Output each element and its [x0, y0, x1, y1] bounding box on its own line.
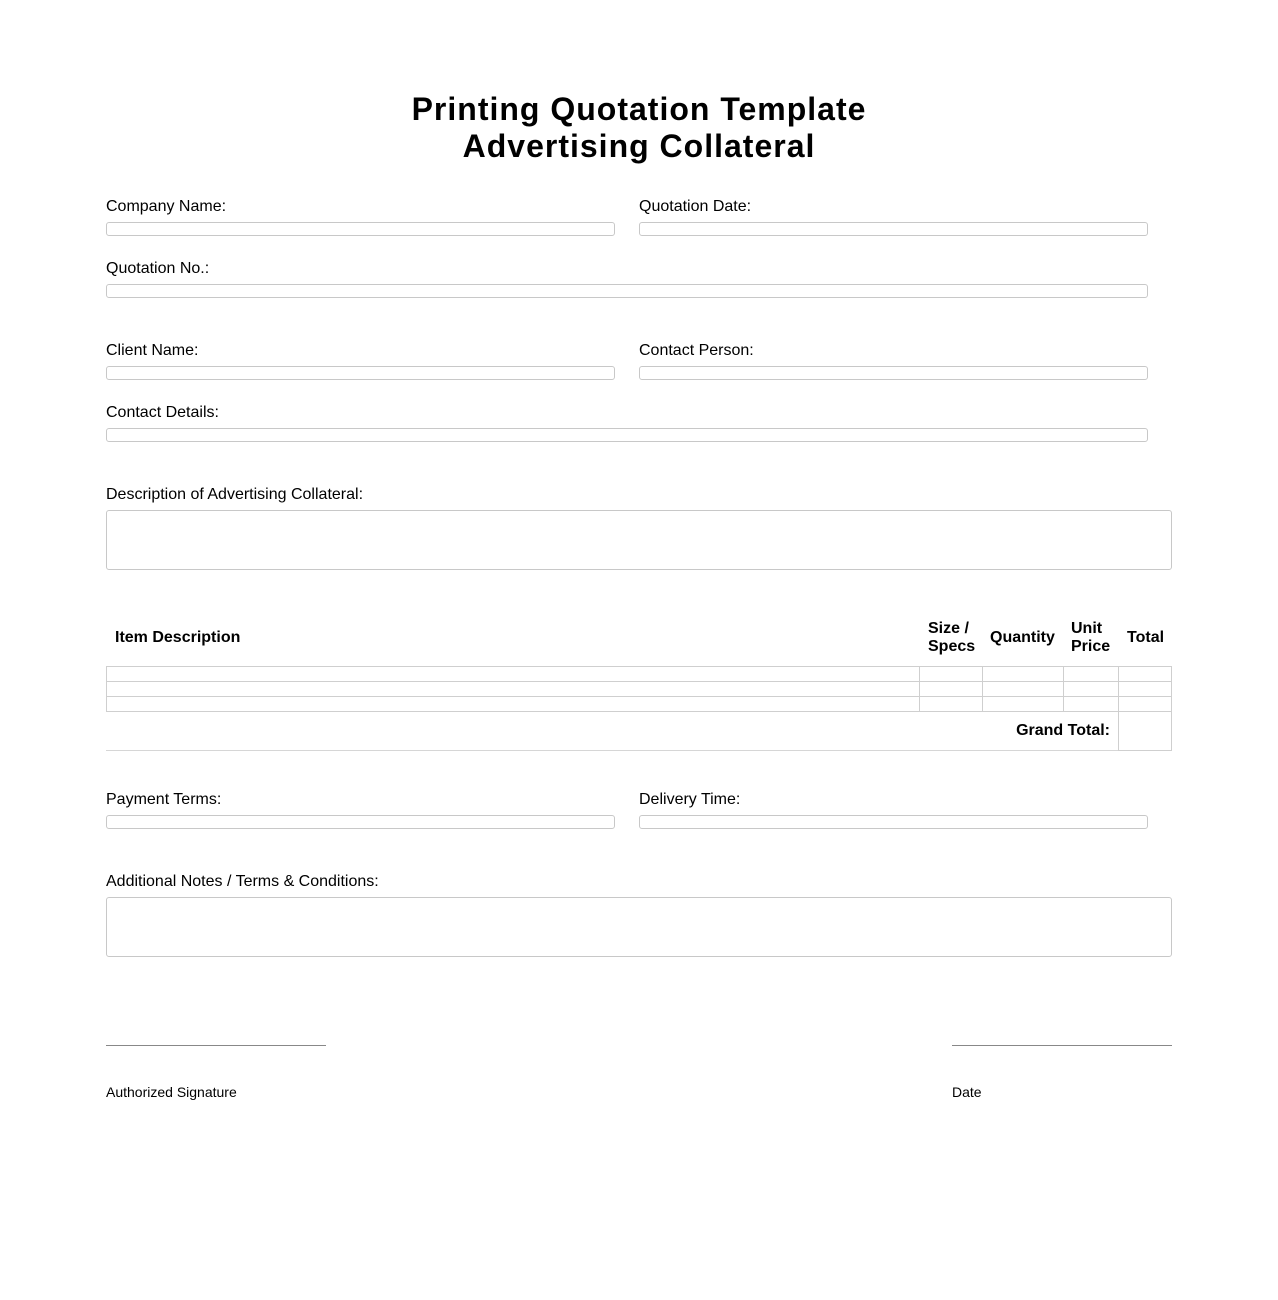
cell-item-description[interactable]	[106, 696, 920, 712]
cell-size-specs[interactable]	[919, 696, 983, 712]
contact-details-input[interactable]	[106, 428, 1148, 442]
quotation-no-input[interactable]	[106, 284, 1148, 298]
notes-label: Additional Notes / Terms & Conditions:	[106, 873, 379, 890]
date-label: Date	[952, 1084, 982, 1100]
cell-quantity[interactable]	[982, 666, 1064, 682]
contact-person-label: Contact Person:	[639, 342, 754, 359]
col-size-specs	[928, 620, 975, 656]
delivery-time-input[interactable]	[639, 815, 1148, 829]
col-size-line2: Specs	[928, 638, 976, 655]
cell-size-specs[interactable]	[919, 681, 983, 697]
col-size-line1: Size /	[928, 620, 969, 637]
quotation-date-input[interactable]	[639, 222, 1148, 236]
cell-total[interactable]	[1118, 666, 1172, 682]
cell-item-description[interactable]	[106, 666, 920, 682]
col-quantity: Quantity	[990, 629, 1055, 646]
cell-unit-price[interactable]	[1063, 681, 1119, 697]
contact-person-input[interactable]	[639, 366, 1148, 380]
cell-quantity[interactable]	[982, 696, 1064, 712]
description-textarea[interactable]	[106, 510, 1172, 570]
payment-terms-label: Payment Terms:	[106, 791, 222, 808]
description-label: Description of Advertising Collateral:	[106, 486, 364, 503]
col-unit-line1: Unit	[1071, 620, 1103, 637]
cell-total[interactable]	[1118, 681, 1172, 697]
grand-total-value[interactable]	[1118, 711, 1172, 751]
page-title: Printing Quotation Template	[411, 91, 867, 127]
cell-item-description[interactable]	[106, 681, 920, 697]
delivery-time-label: Delivery Time:	[639, 791, 741, 808]
notes-textarea[interactable]	[106, 897, 1172, 957]
quotation-no-label: Quotation No.:	[106, 260, 210, 277]
quotation-date-label: Quotation Date:	[639, 198, 752, 215]
contact-details-label: Contact Details:	[106, 404, 219, 421]
col-total: Total	[1127, 629, 1165, 646]
col-item-description: Item Description	[115, 629, 241, 646]
cell-total[interactable]	[1118, 696, 1172, 712]
authorized-signature-label: Authorized Signature	[106, 1084, 237, 1100]
signature-line	[106, 1045, 326, 1046]
col-unit-price	[1071, 620, 1110, 656]
company-name-label: Company Name:	[106, 198, 227, 215]
date-line	[952, 1045, 1172, 1046]
grand-total-label: Grand Total:	[1016, 722, 1110, 739]
client-name-label: Client Name:	[106, 342, 199, 359]
payment-terms-input[interactable]	[106, 815, 615, 829]
cell-unit-price[interactable]	[1063, 666, 1119, 682]
page-subtitle: Advertising Collateral	[462, 128, 816, 164]
cell-unit-price[interactable]	[1063, 696, 1119, 712]
col-unit-line2: Price	[1071, 638, 1111, 655]
company-name-input[interactable]	[106, 222, 615, 236]
cell-quantity[interactable]	[982, 681, 1064, 697]
grand-total-divider	[106, 750, 1172, 751]
client-name-input[interactable]	[106, 366, 615, 380]
cell-size-specs[interactable]	[919, 666, 983, 682]
